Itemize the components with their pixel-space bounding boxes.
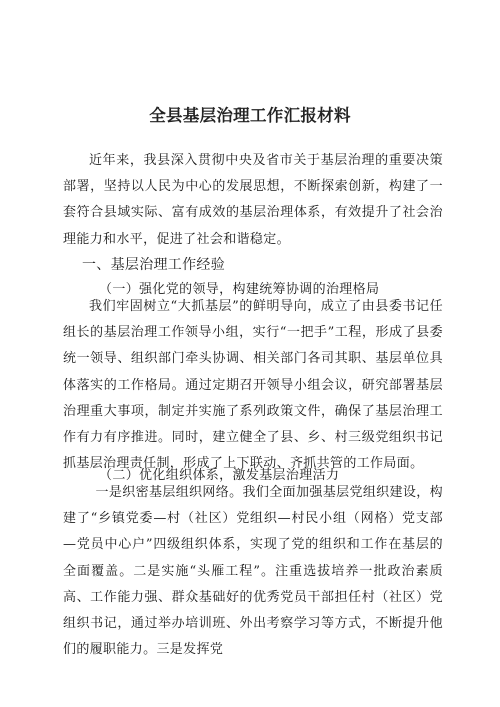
intro-paragraph: 近年来，我县深入贯彻中央及省市关于基层治理的重要决策部署，坚持以人民为中心的发展思想，不断探索创新，构建了一套符合县域实际、富有成效的基层治理体系，有效提升了社会治理能力和水平，促进了社会和谐稳定。 [63, 153, 443, 247]
document-title: 全县基层治理工作汇报材料 [149, 106, 351, 125]
subsection-body-2: 一是织密基层组织网络。我们全面加强基层党组织建设，构建了“乡镇党委—村（社区）党组织—村民小组（网格）党支部—党员中心户”四级组织体系，实现了党的组织和工作在基层的全面覆盖。二是实施“头雁工程”。注重选拔培养一批政治素质高、工作能力强、群众基础好的优秀党员干部担任村（社区）党组织书记，通过举办培训班、外出考察学习等方式，不断提升他们的履职能力。三是发挥党 [63, 485, 443, 658]
subsection-heading-2: （二）优化组织体系，激发基层治理活力 [99, 468, 340, 483]
subsection-body-1: 我们牢固树立“大抓基层”的鲜明导向，成立了由县委书记任组长的基层治理工作领导小组，实行“一把手”工程，形成了县委统一领导、组织部门牵头协调、相关部门各司其职、基层单位具体落实的工作格局。通过定期召开领导小组会议，研究部署基层治理重大事项，制定并实施了系列政策文件，确保了基层治理工作有力有序推进。同时，建立健全了县、乡、村三级党组织书记抓基层治理责任制，形成了上下联动、齐抓共管的工作局面。 [63, 299, 443, 472]
section-heading: 一、基层治理工作经验 [82, 257, 225, 273]
subsection-heading-1: （一）强化党的领导，构建统筹协调的治理格局 [99, 282, 380, 297]
